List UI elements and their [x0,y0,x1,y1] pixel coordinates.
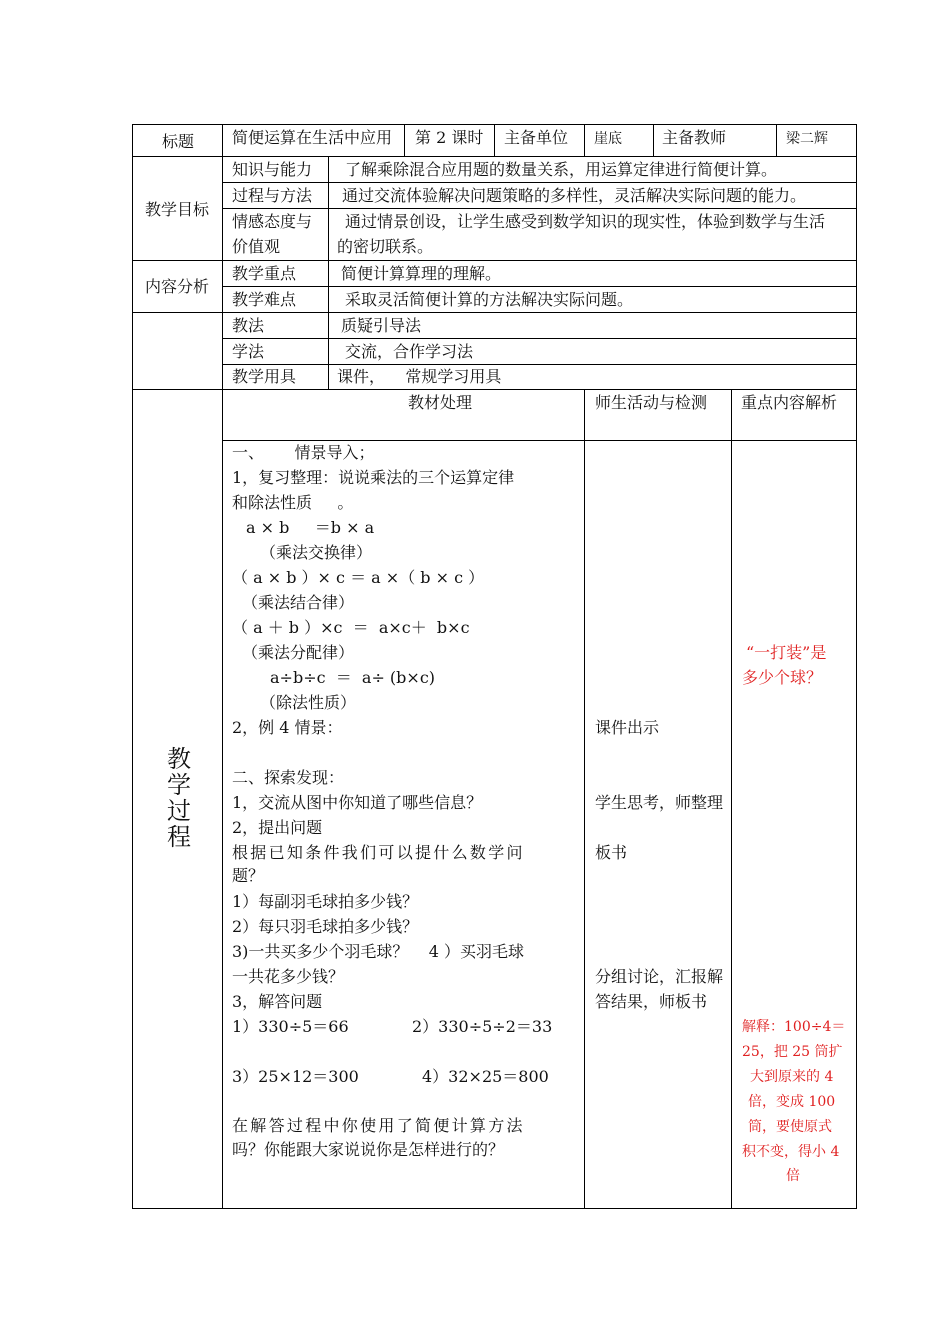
analysis-value: 简便计算算理的理解。 [341,264,502,283]
content-line: （除法性质） [260,693,357,712]
content-line: 1）每副羽毛球拍多少钱？ [232,892,419,911]
title-label: 标题 [162,132,195,151]
content-line: 2，提出问题 [232,818,323,837]
note-line: 倍 [786,1168,800,1184]
content-line: a÷b÷c ＝ a÷ (b×c) [270,668,436,687]
goal-key: 情感态度与 [232,212,313,231]
content-line: 二、探索发现： [232,768,345,787]
goal-key: 过程与方法 [232,186,313,205]
content-line: （ a × b ）× c ＝ a ×（ b × c ） [232,568,485,587]
content-line: 根据已知条件我们可以提什么数学问 [232,843,525,862]
analysis-label: 内容分析 [145,277,210,296]
activity-line: 学生思考，师整理 [595,793,724,812]
analysis-value: 采取灵活简便计算的方法解决实际问题。 [345,290,634,309]
col-header: 教材处理 [408,393,473,412]
content-line: 在解答过程中你使用了简便计算方法 [232,1116,525,1135]
teacher-label: 主备教师 [662,128,727,147]
title-value: 简便运算在生活中应用 [232,128,393,147]
lesson-number: 第 2 课时 [415,128,484,147]
method-value: 交流，合作学习法 [345,342,474,361]
col-header: 重点内容解析 [741,393,838,412]
cell [132,312,223,390]
method-key: 教法 [232,316,265,335]
activity-line: 答结果，师板书 [595,992,708,1011]
col-header: 师生活动与检测 [595,393,708,412]
content-line: 3）25×12＝300 [232,1067,359,1086]
process-char: 学 [167,771,191,799]
goal-value: 了解乘除混合应用题的数量关系，用运算定律进行简便计算。 [345,160,778,179]
content-line: （乘法分配律） [242,643,355,662]
activity-line: 分组讨论，汇报解 [595,967,724,986]
content-line: a × b ＝b × a [246,518,375,537]
note-line: 解释：100÷4＝ [742,1019,846,1035]
goal-key: 知识与能力 [232,160,313,179]
note-line: 倍，变成 100 [748,1094,836,1110]
note-line: 25，把 25 筒扩 [742,1044,843,1060]
content-line: 一、 情景导入； [232,443,375,462]
content-line: （ a ＋ b ）×c ＝ a×c＋ b×c [232,618,470,637]
note-line: 多少个球？ [742,668,823,687]
activity-line: 板书 [595,843,628,862]
note-line: “一打装”是 [746,643,827,662]
method-key: 教学用具 [232,367,297,386]
method-value: 课件， 常规学习用具 [337,367,502,386]
unit-value: 崖底 [594,131,622,147]
note-line: 积不变，得小 4 [742,1144,840,1160]
content-line: 1，复习整理：说说乘法的三个运算定律 [232,468,515,487]
content-line: 2）每只羽毛球拍多少钱？ [232,917,419,936]
process-char: 程 [167,823,191,851]
content-line: 一共花多少钱？ [232,967,345,986]
content-line: 题？ [232,866,265,885]
method-value: 质疑引导法 [341,316,422,335]
analysis-key: 教学重点 [232,264,297,283]
goal-value: 通过情景创设，让学生感受到数学知识的现实性，体验到数学与生活 [345,212,826,231]
teacher-value: 梁二辉 [786,131,828,147]
method-key: 学法 [232,342,265,361]
note-line: 大到原来的 4 [750,1069,834,1085]
content-line: 吗？你能跟大家说说你是怎样进行的？ [232,1140,505,1159]
content-line: 2，例 4 情景： [232,718,343,737]
note-line: 筒，要使原式 [748,1119,832,1135]
analysis-key: 教学难点 [232,290,297,309]
goal-value: 通过交流体验解决问题策略的多样性，灵活解决实际问题的能力。 [342,186,807,205]
content-line: 和除法性质 。 [232,493,354,512]
content-line: 2）330÷5÷2＝33 [412,1017,553,1036]
process-char: 过 [167,797,191,825]
goal-key: 价值观 [232,237,281,256]
content-line: 4）32×25＝800 [422,1067,549,1086]
cell [222,389,585,441]
goal-value: 的密切联系。 [337,237,434,256]
content-line: 1）330÷5＝66 [232,1017,349,1036]
unit-label: 主备单位 [504,128,569,147]
content-line: 3，解答问题 [232,992,323,1011]
goals-label: 教学目标 [145,200,210,219]
cell [584,440,732,1209]
content-line: （乘法结合律） [242,593,355,612]
content-line: 3)一共买多少个羽毛球？ 4 ）买羽毛球 [232,942,525,961]
activity-line: 课件出示 [595,718,660,737]
process-char: 教 [167,745,191,773]
content-line: （乘法交换律） [260,543,373,562]
content-line: 1，交流从图中你知道了哪些信息？ [232,793,483,812]
